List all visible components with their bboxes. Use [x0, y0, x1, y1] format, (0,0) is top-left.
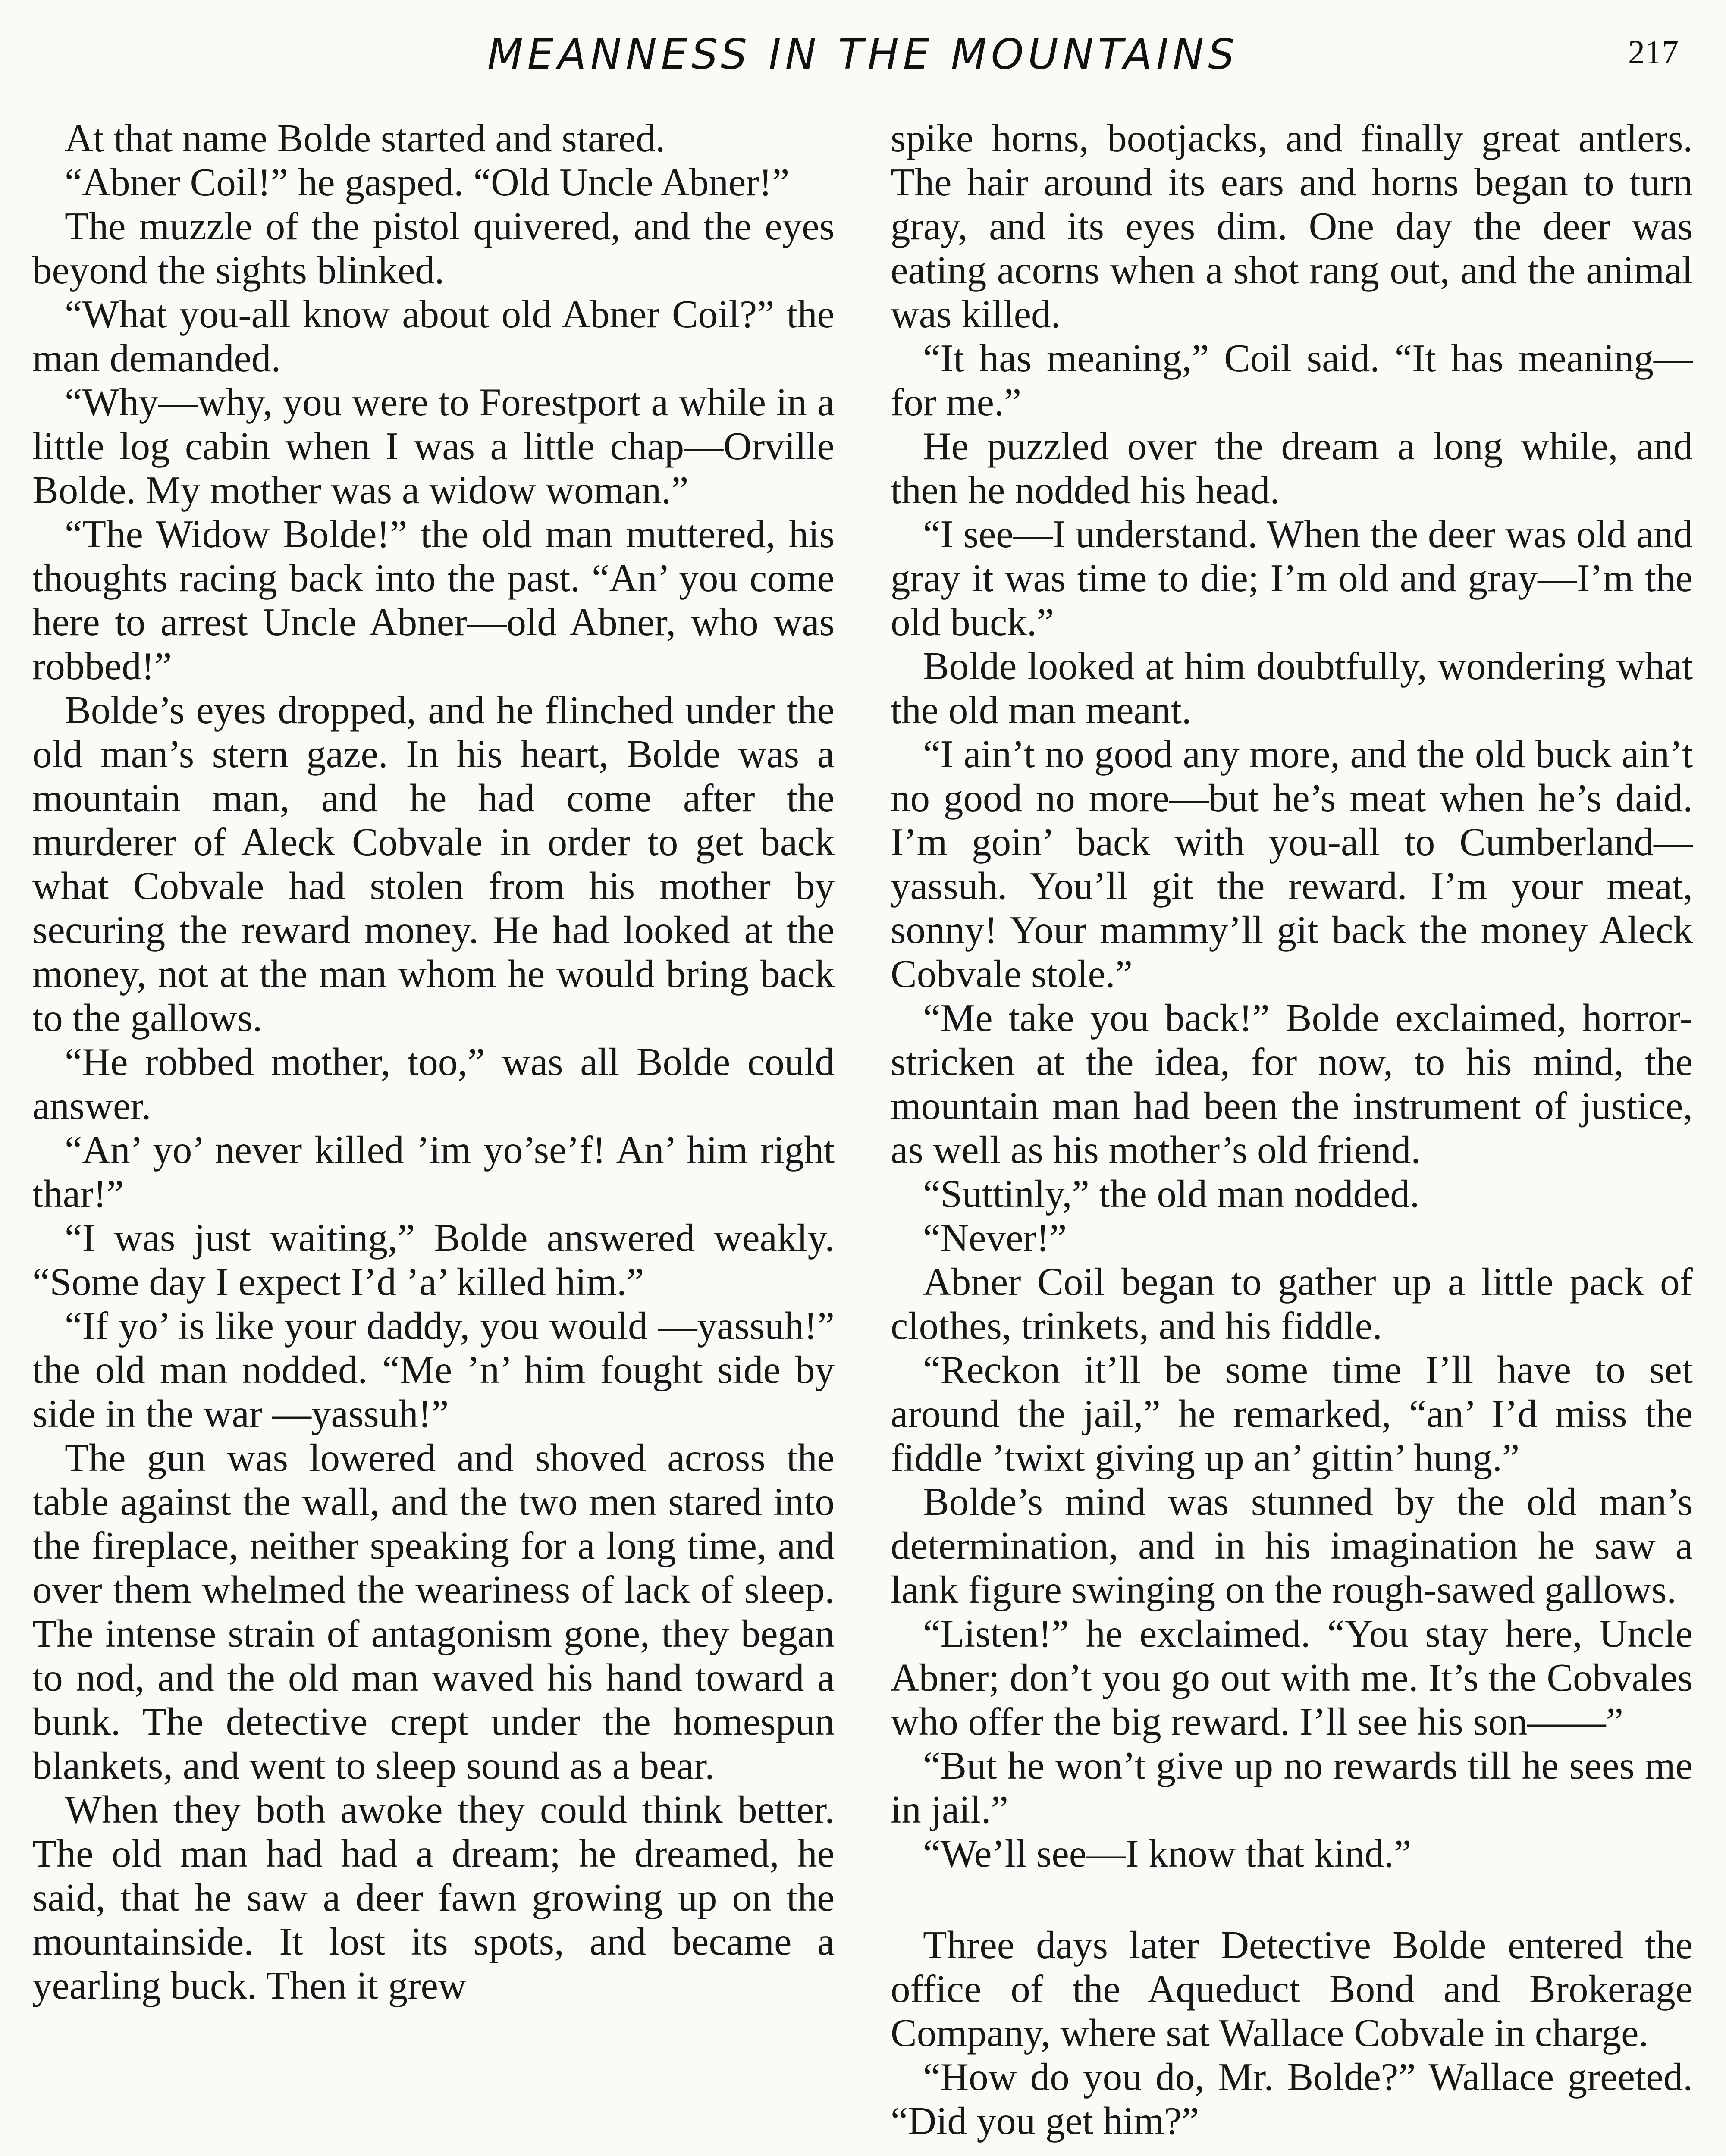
paragraph: “Why—why, you were to Forestport a while in a little log cabin when I was a little chap—Orville Bolde. My mother was a widow woman.”: [32, 380, 835, 512]
paragraph: “Abner Coil!” he gasped. “Old Uncle Abner!”: [65, 160, 790, 204]
paragraph: “Me take you back!” Bolde exclaimed, horror-stricken at the idea, for now, to his mind, the mountain man had been the instrument of justice, as well as his mother’s old friend.: [891, 996, 1693, 1172]
paragraph: “I see—I understand. When the deer was old and gray it was time to die; I’m old and gray—I’m the old buck.”: [891, 512, 1693, 644]
paragraph: Bolde looked at him doubtfully, wondering what the old man meant.: [891, 644, 1693, 732]
paragraph: “I ain’t no good any more, and the old buck ain’t no good no more—but he’s meat when he’s daid. I’m goin’ back with you-all to Cumberland—yassuh. You’ll git the reward. I’m your meat, sonny! Your mammy’ll git back the money Aleck Cobvale stole.”: [891, 732, 1693, 996]
paragraph: “What you-all know about old Abner Coil?” the man demanded.: [32, 292, 835, 380]
running-title: MEANNESS IN THE MOUNTAINS: [487, 30, 1239, 78]
paragraph: Bolde’s eyes dropped, and he flinched under the old man’s stern gaze. In his heart, Bolde was a mountain man, and he had come after the murderer of Aleck Cobvale in order to get back what Cobvale had stolen from his mother by securing the reward money. He had looked at the money, not at the man whom he would bring back to the gallows.: [32, 688, 835, 1040]
paragraph: Abner Coil began to gather up a little pack of clothes, trinkets, and his fiddle.: [891, 1260, 1693, 1348]
paragraph-after-break: Three days later Detective Bolde entered the office of the Aqueduct Bond and Brokerage Company, where sat Wallace Cobvale in charge.: [891, 1923, 1693, 2055]
right-column: [891, 116, 1693, 2143]
paragraph: At that name Bolde started and stared.: [65, 116, 665, 160]
paragraph: “We’ll see—I know that kind.”: [923, 1832, 1412, 1875]
paragraph: “An’ yo’ never killed ’im yo’se’f! An’ him right thar!”: [32, 1128, 835, 1216]
paragraph: “How do you do, Mr. Bolde?” Wallace greeted. “Did you get him?”: [891, 2055, 1693, 2143]
paragraph: Bolde’s mind was stunned by the old man’s determination, and in his imagination he saw a lank figure swinging on the rough-sawed gallows.: [891, 1480, 1693, 1611]
page-number: 217: [1628, 33, 1679, 71]
paragraph: “He robbed mother, too,” was all Bolde could answer.: [32, 1040, 835, 1128]
paragraph: When they both awoke they could think better. The old man had had a dream; he dreamed, he said, that he saw a deer fawn growing up on the mountainside. It lost its spots, and became a yearling buck. Then it grew: [32, 1788, 835, 2007]
running-head: [0, 30, 1726, 91]
paragraph: He puzzled over the dream a long while, and then he nodded his head.: [891, 424, 1693, 512]
paragraph: “But he won’t give up no rewards till he sees me in jail.”: [891, 1744, 1693, 1831]
paragraph: “It has meaning,” Coil said. “It has meaning—for me.”: [891, 336, 1693, 424]
paragraph: “If yo’ is like your daddy, you would —yassuh!” the old man nodded. “Me ’n’ him fought side by side in the war —yassuh!”: [32, 1304, 835, 1435]
paragraph: “I was just waiting,” Bolde answered weakly. “Some day I expect I’d ’a’ killed him.”: [32, 1216, 835, 1304]
paragraph: “Never!”: [923, 1216, 1067, 1260]
paragraph: “Suttinly,” the old man nodded.: [923, 1172, 1420, 1216]
left-column: [32, 116, 835, 2008]
paragraph: “Reckon it’ll be some time I’ll have to set around the jail,” he remarked, “an’ I’d miss the fiddle ’twixt giving up an’ gittin’ hung.”: [891, 1348, 1693, 1479]
paragraph: The muzzle of the pistol quivered, and the eyes beyond the sights blinked.: [32, 204, 835, 292]
paragraph: “The Widow Bolde!” the old man muttered, his thoughts racing back into the past. “An’ you come here to arrest Uncle Abner—old Abner, who was robbed!”: [32, 512, 835, 688]
paragraph: The gun was lowered and shoved across the table against the wall, and the two men stared into the fireplace, neither speaking for a long time, and over them whelmed the weariness of lack of sleep. The intense strain of antagonism gone, they began to nod, and the old man waved his hand toward a bunk. The detective crept under the homespun blankets, and went to sleep sound as a bear.: [32, 1436, 835, 1787]
paragraph: “Listen!” he exclaimed. “You stay here, Uncle Abner; don’t you go out with me. It’s the Cobvales who offer the big reward. I’ll see his son——”: [891, 1612, 1693, 1743]
continued-paragraph: spike horns, bootjacks, and finally great antlers. The hair around its ears and horns began to turn gray, and its eyes dim. One day the deer was eating acorns when a shot rang out, and the animal was killed.: [891, 116, 1693, 336]
